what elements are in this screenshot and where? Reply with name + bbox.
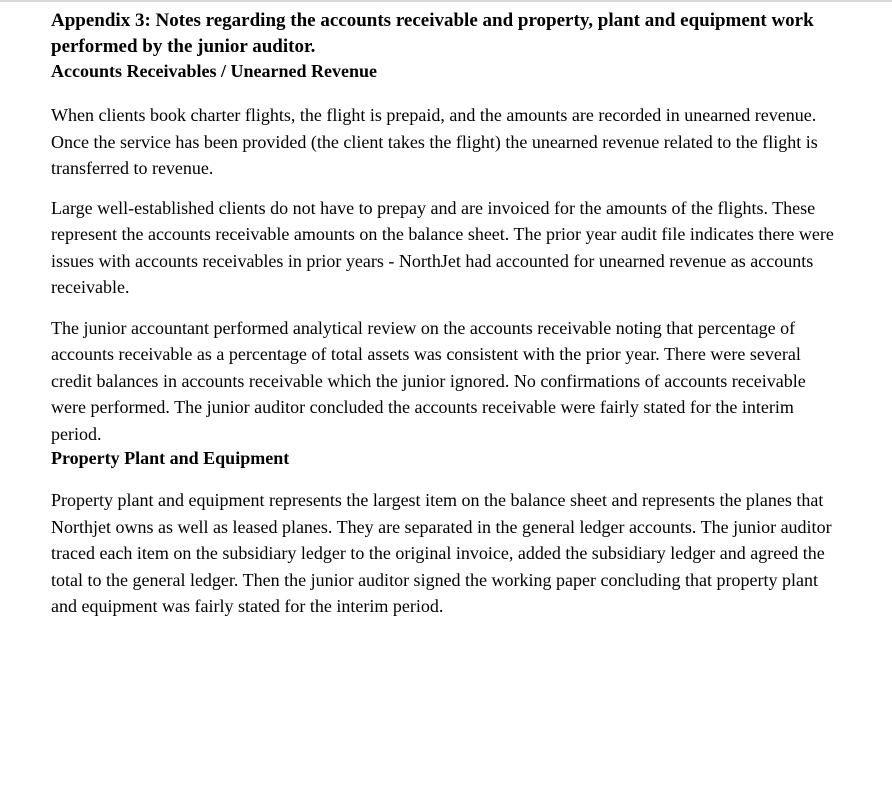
page-top-border <box>0 0 892 2</box>
paragraph-ppe-work: Property plant and equipment represents the largest item on the balance sheet and represents the planes that Northjet owns as well as leased planes. They are separated in the general ledger accounts. The junior auditor traced each item on the subsidiary ledger to the original invoice, added the subsidiary ledger and agreed the total to the general ledger. Then the junior auditor signed the working paper concluding that property plant and equipment was fairly stated for the interim period. <box>51 490 832 616</box>
paragraph-unearned-revenue: When clients book charter flights, the flight is prepaid, and the amounts are recorded in unearned revenue. Once the service has been provided (the client takes the flight) the unearned revenue related to the flight is transferred to revenue. <box>51 105 818 178</box>
section-heading-accounts-receivable: Accounts Receivables / Unearned Revenue <box>51 61 377 81</box>
document-page <box>51 8 841 620</box>
paragraph-analytical-review: The junior accountant performed analytical review on the accounts receivable noting that percentage of accounts receivable as a percentage of total assets was consistent with the prior year. There were several credit balances in accounts receivable which the junior ignored. No confirmations of accounts receivable were performed. The junior auditor concluded the accounts receivable were fairly stated for the interim period. <box>51 317 806 444</box>
appendix-title: Appendix 3: Notes regarding the accounts receivable and property, plant and equipment work performed by the junior auditor. <box>51 10 814 57</box>
section-heading-property-plant-equipment: Property Plant and Equipment <box>51 448 290 468</box>
paragraph-large-clients: Large well-established clients do not have to prepay and are invoiced for the amounts of the flights. These represent the accounts receivable amounts on the balance sheet. The prior year audit file indicates there were issues with accounts receivables in prior years - NorthJet had accounted for unearned revenue as accounts receivable. <box>51 197 834 297</box>
